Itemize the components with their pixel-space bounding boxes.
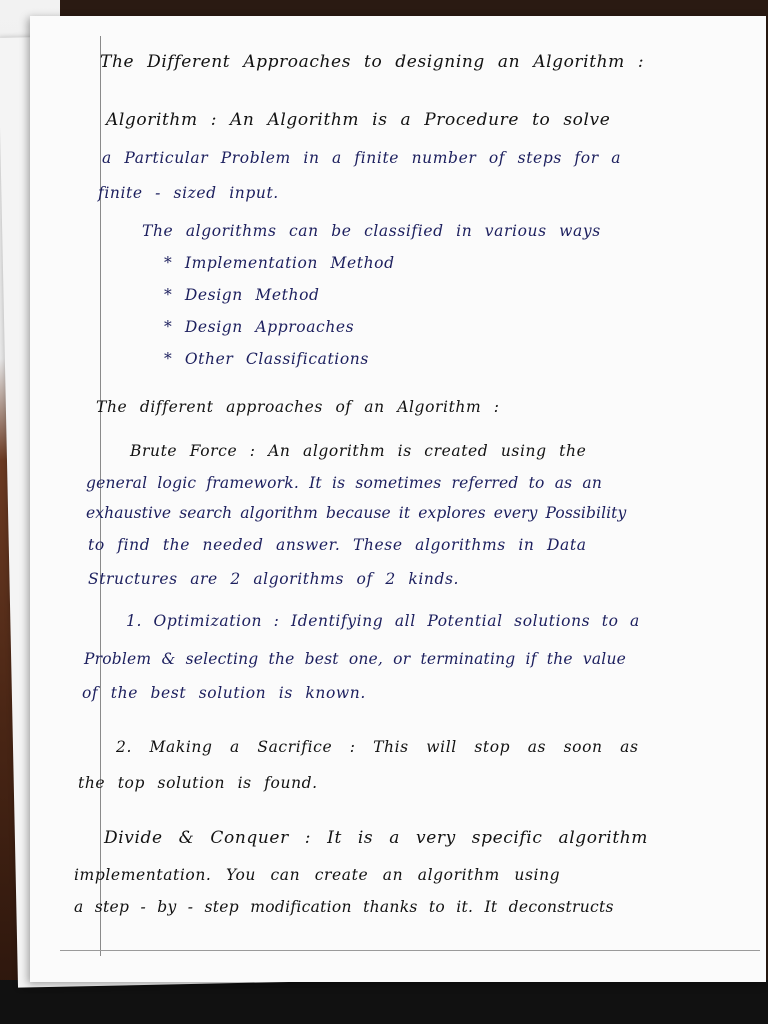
optimization-line-1: 1. Optimization : Identifying all Potential solutions to a — [126, 612, 640, 630]
page-bottom-rule — [60, 950, 760, 951]
desk-edge — [0, 980, 768, 1024]
divide-conquer-line-2: implementation. You can create an algorithm using — [74, 866, 561, 884]
divide-conquer-line-3: a step - by - step modification thanks to it. It deconstructs — [74, 898, 614, 916]
brute-force-line-2: general logic framework. It is sometimes referred to as an — [86, 474, 603, 492]
brute-force-line-3: exhaustive search algorithm because it explores every Possibility — [86, 504, 627, 522]
bullet-implementation-method: * Implementation Method — [164, 254, 395, 272]
notebook-page — [30, 16, 766, 982]
optimization-line-2: Problem & selecting the best one, or terminating if the value — [84, 650, 627, 668]
optimization-line-3: of the best solution is known. — [82, 684, 366, 702]
page-title: The Different Approaches to designing an Algorithm : — [100, 52, 645, 72]
divide-conquer-line-1: Divide & Conquer : It is a very specific algorithm — [104, 828, 649, 848]
sacrifice-line-1: 2. Making a Sacrifice : This will stop as soon as — [116, 738, 639, 756]
definition-line-1: Algorithm : An Algorithm is a Procedure to solve — [106, 110, 611, 130]
brute-force-line-5: Structures are 2 algorithms of 2 kinds. — [88, 570, 460, 588]
sacrifice-line-2: the top solution is found. — [78, 774, 318, 792]
bullet-design-method: * Design Method — [164, 286, 320, 304]
definition-line-2: a Particular Problem in a finite number of steps for a — [102, 149, 622, 167]
section-heading-approaches: The different approaches of an Algorithm : — [96, 398, 500, 416]
bullet-design-approaches: * Design Approaches — [164, 318, 355, 336]
classification-intro: The algorithms can be classified in various ways — [142, 222, 601, 240]
brute-force-line-4: to find the needed answer. These algorithms in Data — [88, 536, 587, 554]
margin-line — [100, 36, 101, 956]
bullet-other-classifications: * Other Classifications — [164, 350, 369, 368]
definition-line-3: finite - sized input. — [98, 184, 279, 202]
brute-force-line-1: Brute Force : An algorithm is created using the — [130, 442, 587, 460]
